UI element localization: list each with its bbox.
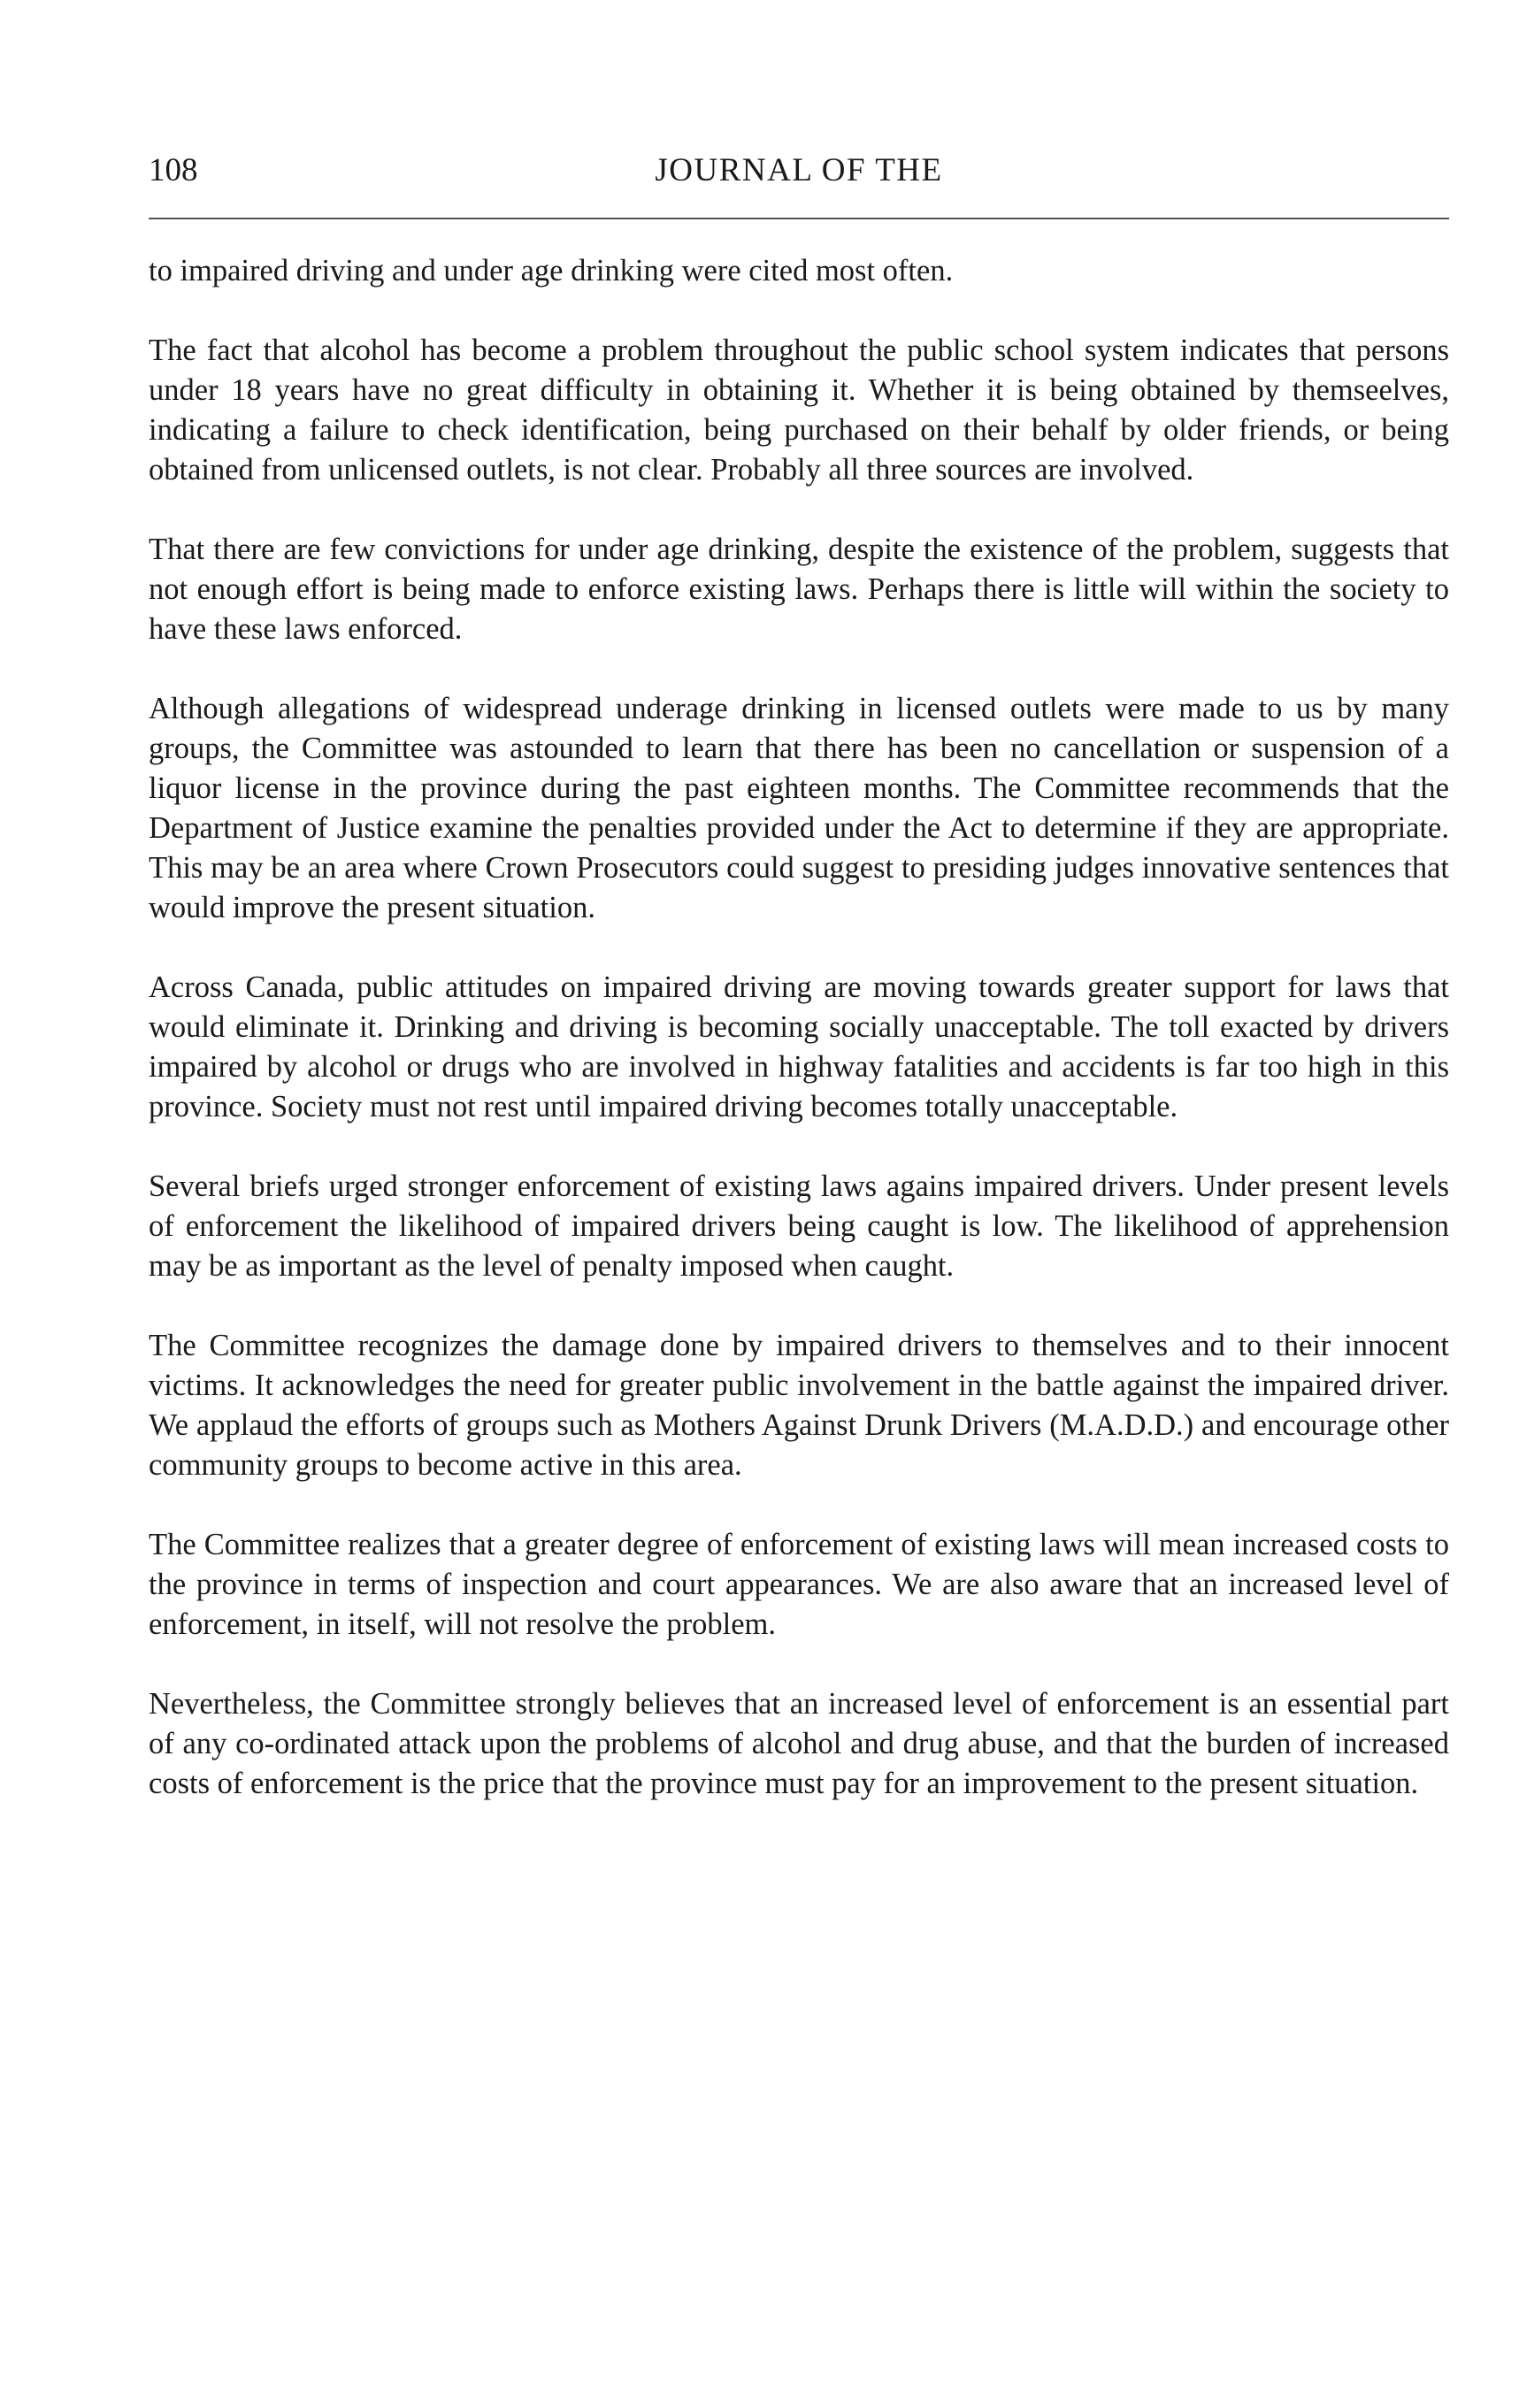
paragraph: to impaired driving and under age drinking were cited most often.	[149, 254, 954, 288]
paragraph: Although allegations of widespread underage drinking in licensed outlets were made to us by many groups, the Committee was astounded to learn that there has been no cancellation or suspension of a liquor license in the province during the past eighteen months. The Committee recommends that the Department of Justice examine the penalties provided under the Act to determine if they are appropriate. This may be an area where Crown Prosecutors could suggest to presiding judges innovative sentences that would improve the present situation.	[149, 692, 1449, 924]
paragraph: The Committee realizes that a greater degree of enforcement of existing laws will mean increased costs to the province in terms of inspection and court appearances. We are also aware that an increased level of enforcement, in itself, will not resolve the problem.	[149, 1528, 1449, 1641]
paragraph: The Committee recognizes the damage done by impaired drivers to themselves and to their innocent victims. It acknowledges the need for greater public involvement in the battle against the impaired driver. We applaud the efforts of groups such as Mothers Against Drunk Drivers (M.A.D.D.) and encourage other community groups to become active in this area.	[149, 1329, 1449, 1482]
paragraph: The fact that alcohol has become a problem throughout the public school system indicates that persons under 18 years have no great difficulty in obtaining it. Whether it is being obtained by themseelves, indicating a failure to check identification, being purchased on their behalf by older friends, or being obtained from unlicensed outlets, is not clear. Probably all three sources are involved.	[149, 334, 1449, 487]
paragraph: Several briefs urged stronger enforcement of existing laws agains impaired drivers. Under present levels of enforcement the likelihood of impaired drivers being caught is low. The likelihood of apprehension may be as important as the level of penalty imposed when caught.	[149, 1169, 1449, 1283]
paragraph: Across Canada, public attitudes on impaired driving are moving towards greater support for laws that would eliminate it. Drinking and driving is becoming socially unacceptable. The toll exacted by drivers impaired by alcohol or drugs who are involved in highway fatalities and accidents is far too high in this province. Society must not rest until impaired driving becomes totally unacceptable.	[149, 970, 1449, 1123]
paragraph: Nevertheless, the Committee strongly believes that an increased level of enforcement is an essential part of any co-ordinated attack upon the problems of alcohol and drug abuse, and that the burden of increased costs of enforcement is the price that the province must pay for an improvement to the present situation.	[149, 1687, 1449, 1800]
page-number: 108	[149, 152, 198, 188]
paragraph: That there are few convictions for under age drinking, despite the existence of the problem, suggests that not enough effort is being made to enforce existing laws. Perhaps there is little will within the society to have these laws enforced.	[149, 533, 1449, 646]
header-rule	[149, 218, 1449, 219]
running-head: JOURNAL OF THE	[655, 152, 943, 188]
page-header	[149, 149, 1449, 202]
body-text	[149, 251, 1449, 1844]
